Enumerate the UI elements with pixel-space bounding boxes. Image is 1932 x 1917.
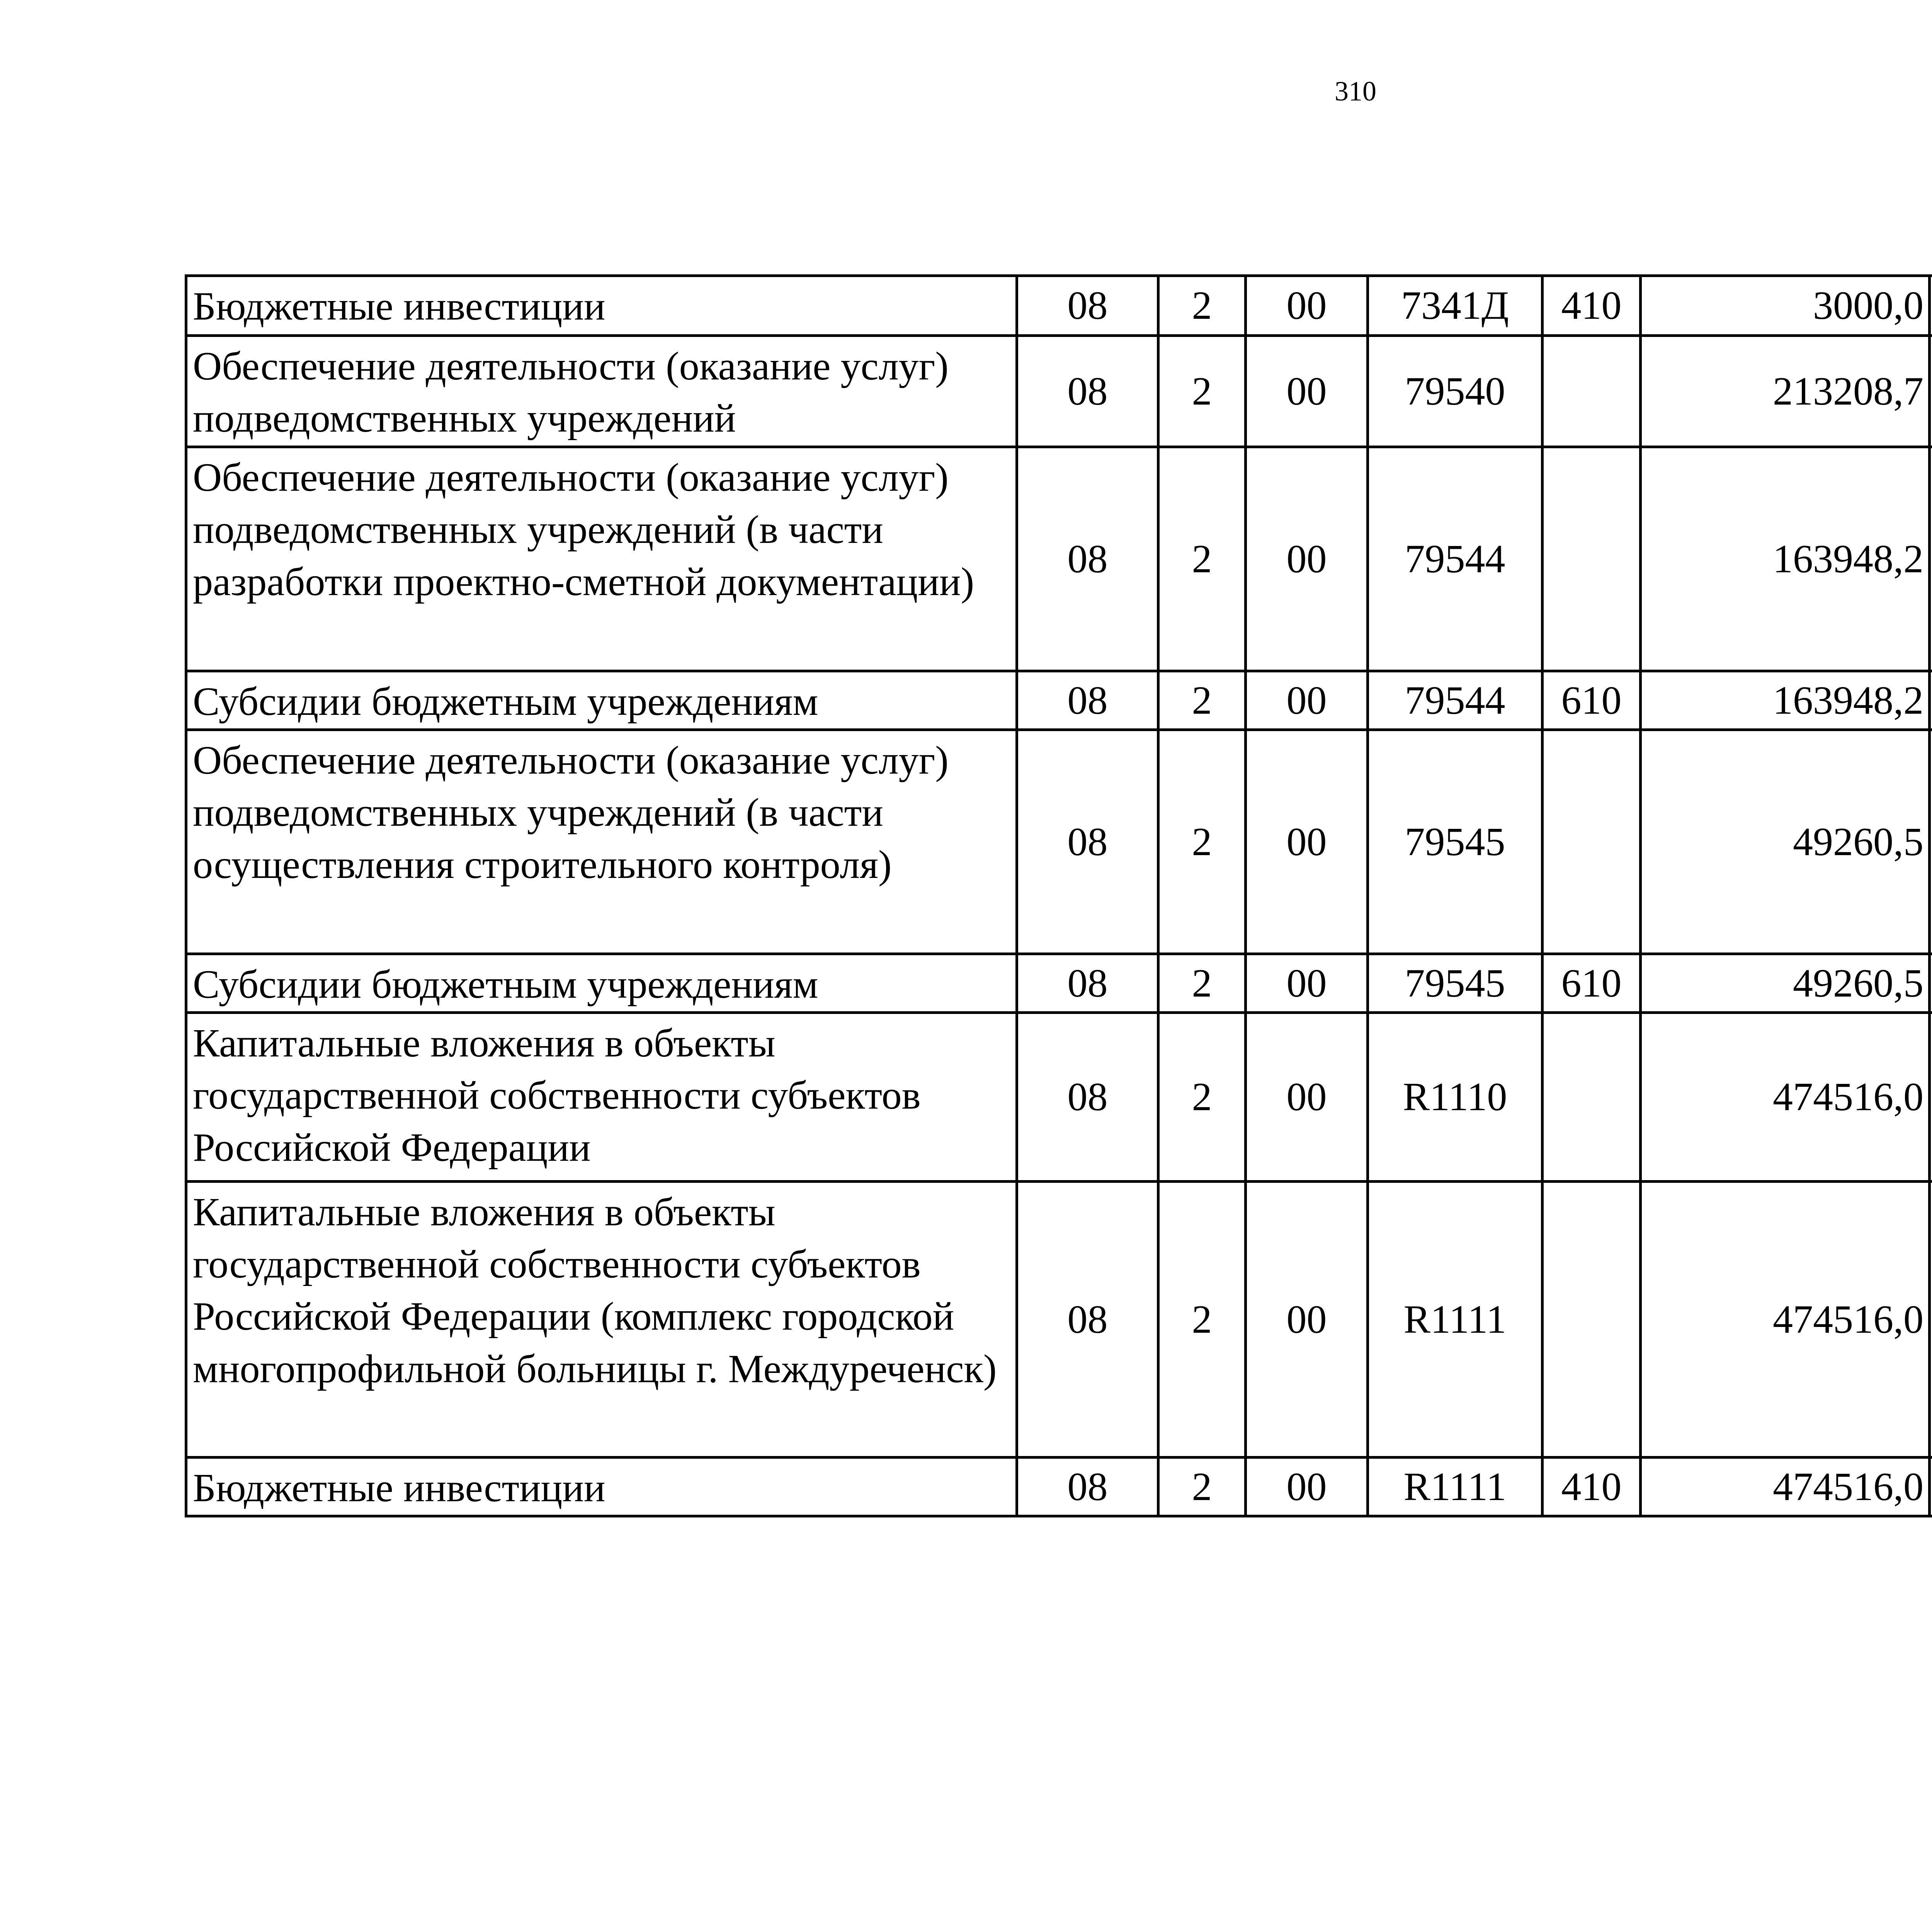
row-description: Субсидии бюджетным учреждениям <box>186 954 1017 1013</box>
table-row <box>186 1458 1932 1516</box>
section-code: 08 <box>1017 954 1158 1013</box>
program-code: 2 <box>1158 1182 1246 1458</box>
amount-year-2 <box>1930 336 1932 447</box>
amount-year-1: 163948,2 <box>1641 447 1930 671</box>
row-description: Бюджетные инвестиции <box>186 276 1017 336</box>
program-code: 2 <box>1158 1458 1246 1516</box>
subprogram-code: 00 <box>1246 1458 1368 1516</box>
program-code: 2 <box>1158 730 1246 954</box>
table-row <box>186 671 1932 730</box>
section-code: 08 <box>1017 336 1158 447</box>
subprogram-code: 00 <box>1246 954 1368 1013</box>
section-code: 08 <box>1017 1182 1158 1458</box>
target-code: 79545 <box>1368 730 1543 954</box>
target-code: R1111 <box>1368 1458 1543 1516</box>
row-description: Бюджетные инвестиции <box>186 1458 1017 1516</box>
amount-year-1: 474516,0 <box>1641 1013 1930 1182</box>
target-code: R1111 <box>1368 1182 1543 1458</box>
target-code: 79544 <box>1368 447 1543 671</box>
expense-type-code <box>1543 1182 1641 1458</box>
program-code: 2 <box>1158 447 1246 671</box>
subprogram-code: 00 <box>1246 1013 1368 1182</box>
target-code: 79544 <box>1368 671 1543 730</box>
table-row <box>186 1013 1932 1182</box>
target-code: 79545 <box>1368 954 1543 1013</box>
row-description: Обеспечение деятельности (оказание услуг) подведомственных учреждений <box>186 336 1017 447</box>
table-row <box>186 336 1932 447</box>
subprogram-code: 00 <box>1246 1182 1368 1458</box>
amount-year-1: 3000,0 <box>1641 276 1930 336</box>
expense-type-code <box>1543 1013 1641 1182</box>
section-code: 08 <box>1017 1458 1158 1516</box>
amount-year-2 <box>1930 447 1932 671</box>
amount-year-2 <box>1930 276 1932 336</box>
target-code: 79540 <box>1368 336 1543 447</box>
subprogram-code: 00 <box>1246 447 1368 671</box>
amount-year-1: 49260,5 <box>1641 730 1930 954</box>
row-description: Обеспечение деятельности (оказание услуг) подведомственных учреждений (в части осуществления строительного контроля) <box>186 730 1017 954</box>
row-description: Субсидии бюджетным учреждениям <box>186 671 1017 730</box>
target-code: 7341Д <box>1368 276 1543 336</box>
page-number: 310 <box>1335 76 1376 107</box>
amount-year-1: 474516,0 <box>1641 1182 1930 1458</box>
program-code: 2 <box>1158 1013 1246 1182</box>
amount-year-2 <box>1930 1013 1932 1182</box>
section-code: 08 <box>1017 730 1158 954</box>
amount-year-2 <box>1930 954 1932 1013</box>
amount-year-1: 213208,7 <box>1641 336 1930 447</box>
section-code: 08 <box>1017 276 1158 336</box>
table-row <box>186 1182 1932 1458</box>
subprogram-code: 00 <box>1246 671 1368 730</box>
row-description: Капитальные вложения в объекты государственной собственности субъектов Российской Федерации (комплекс городской многопрофильной больницы г. Междуреченск) <box>186 1182 1017 1458</box>
amount-year-2 <box>1930 1182 1932 1458</box>
expense-type-code <box>1543 336 1641 447</box>
table-row <box>186 447 1932 671</box>
expense-type-code: 410 <box>1543 1458 1641 1516</box>
amount-year-2 <box>1930 1458 1932 1516</box>
section-code: 08 <box>1017 671 1158 730</box>
amount-year-1: 49260,5 <box>1641 954 1930 1013</box>
expense-type-code <box>1543 730 1641 954</box>
subprogram-code: 00 <box>1246 336 1368 447</box>
table-row <box>186 730 1932 954</box>
subprogram-code: 00 <box>1246 276 1368 336</box>
target-code: R1110 <box>1368 1013 1543 1182</box>
row-description: Обеспечение деятельности (оказание услуг) подведомственных учреждений (в части разработки проектно-сметной документации) <box>186 447 1017 671</box>
section-code: 08 <box>1017 447 1158 671</box>
amount-year-2 <box>1930 730 1932 954</box>
amount-year-1: 474516,0 <box>1641 1458 1930 1516</box>
expense-type-code <box>1543 447 1641 671</box>
expense-type-code: 410 <box>1543 276 1641 336</box>
section-code: 08 <box>1017 1013 1158 1182</box>
expense-type-code: 610 <box>1543 671 1641 730</box>
budget-table <box>185 274 1932 1517</box>
row-description: Капитальные вложения в объекты государственной собственности субъектов Российской Федерации <box>186 1013 1017 1182</box>
subprogram-code: 00 <box>1246 730 1368 954</box>
program-code: 2 <box>1158 954 1246 1013</box>
program-code: 2 <box>1158 336 1246 447</box>
table-row <box>186 954 1932 1013</box>
expense-type-code: 610 <box>1543 954 1641 1013</box>
table-row <box>186 276 1932 336</box>
program-code: 2 <box>1158 276 1246 336</box>
program-code: 2 <box>1158 671 1246 730</box>
amount-year-1: 163948,2 <box>1641 671 1930 730</box>
amount-year-2 <box>1930 671 1932 730</box>
